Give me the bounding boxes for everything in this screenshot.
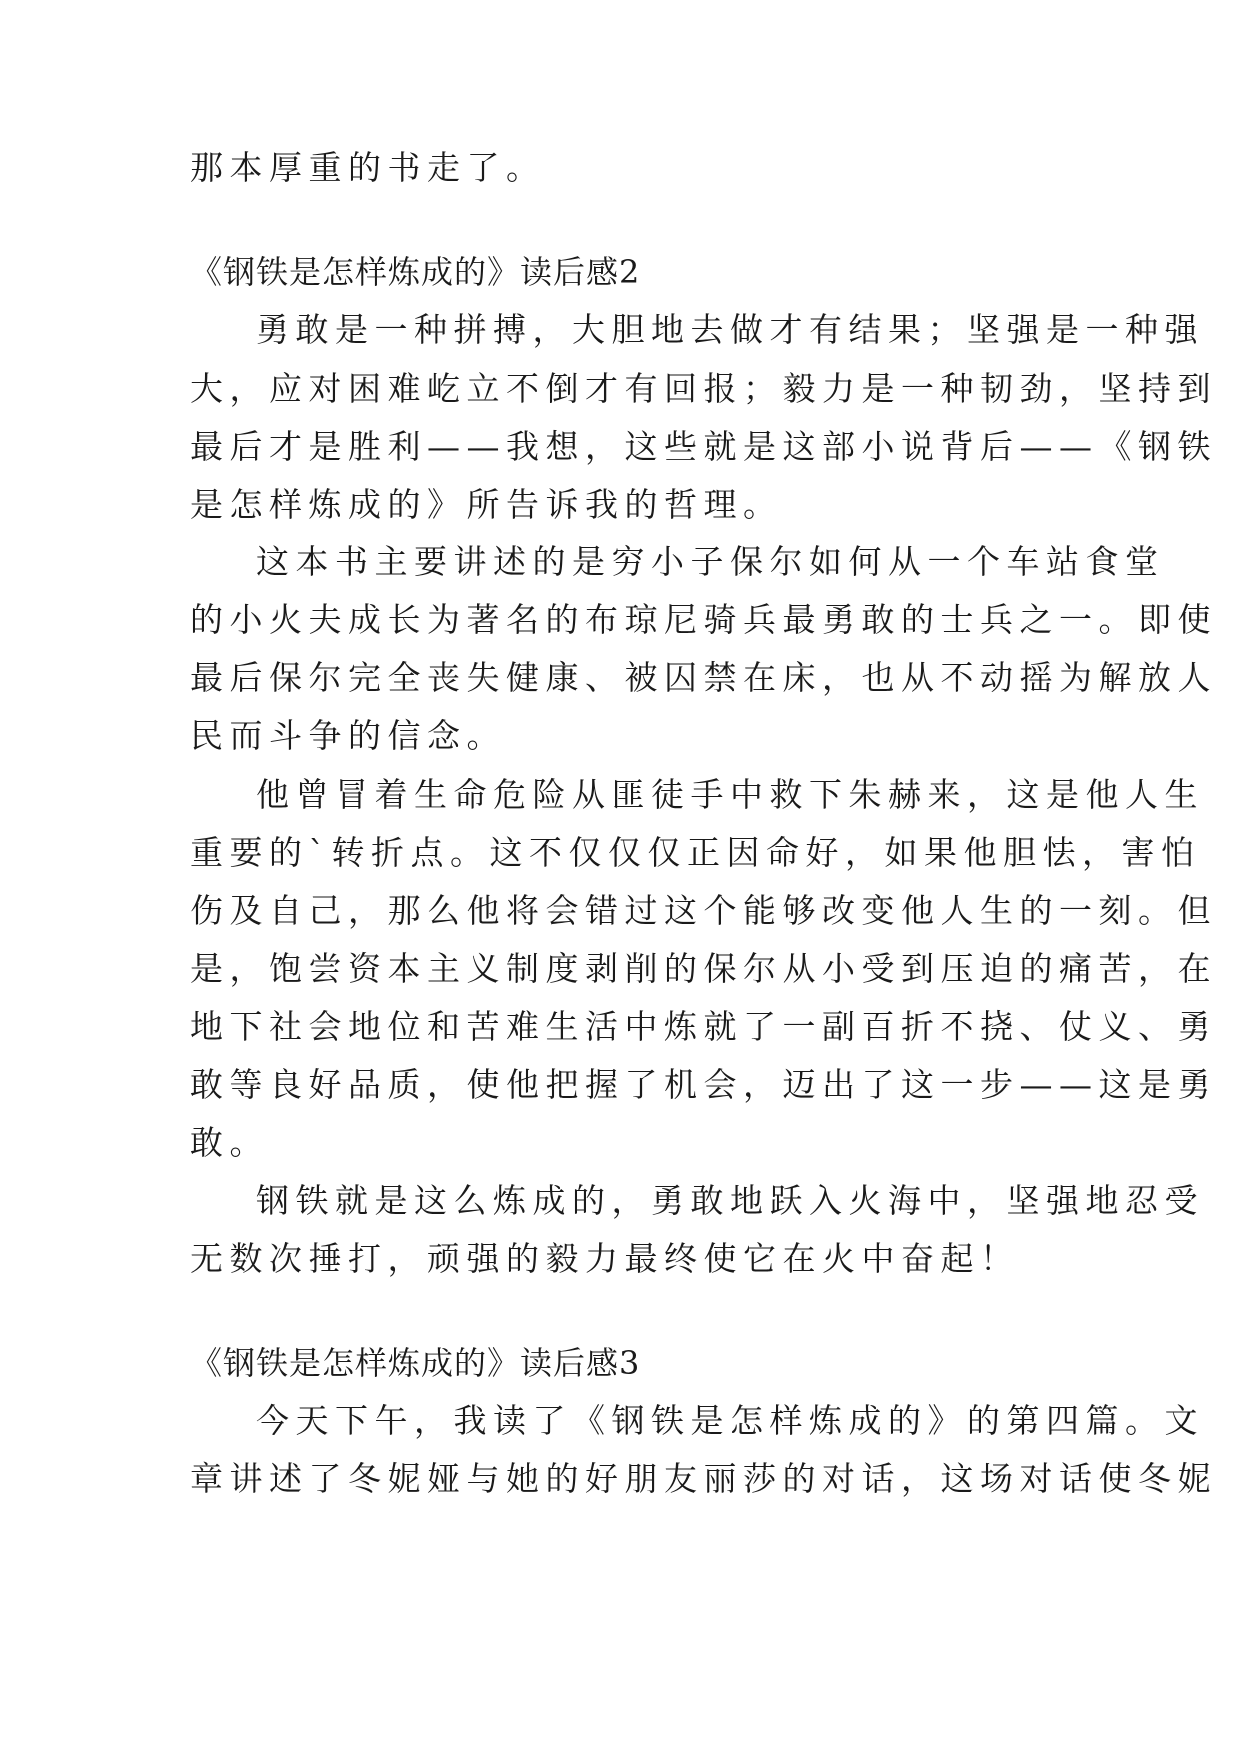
section-heading: 《钢铁是怎样炼成的》读后感3 (190, 1344, 641, 1382)
paragraph-line: 地下社会地位和苦难生活中炼就了一副百折不挠、仗义、勇 (190, 1007, 1217, 1046)
paragraph-line: 这本书主要讲述的是穷小子保尔如何从一个车站食堂 (256, 542, 1165, 581)
paragraph-line: 是，饱尝资本主义制度剥削的保尔从小受到压迫的痛苦，在 (190, 949, 1217, 988)
paragraph-line: 今天下午，我读了《钢铁是怎样炼成的》的第四篇。文 (256, 1401, 1204, 1440)
paragraph-line: 章讲述了冬妮娅与她的好朋友丽莎的对话，这场对话使冬妮 (190, 1459, 1217, 1498)
paragraph-line: 勇敢是一种拼搏，大胆地去做才有结果；坚强是一种强 (256, 310, 1204, 349)
paragraph-line: 敢等良好品质，使他把握了机会，迈出了这一步——这是勇 (190, 1065, 1217, 1104)
paragraph-line: 的小火夫成长为著名的布琼尼骑兵最勇敢的士兵之一。即使 (190, 600, 1217, 639)
paragraph-line: 最后保尔完全丧失健康、被囚禁在床，也从不动摇为解放人 (190, 658, 1217, 697)
paragraph-line: 是怎样炼成的》所告诉我的哲理。 (190, 485, 783, 524)
paragraph-line: 钢铁就是这么炼成的，勇敢地跃入火海中，坚强地忍受 (256, 1181, 1204, 1220)
paragraph-line: 伤及自己，那么他将会错过这个能够改变他人生的一刻。但 (190, 891, 1217, 930)
paragraph-line: 最后才是胜利——我想，这些就是这部小说背后——《钢铁 (190, 427, 1217, 466)
paragraph-line: 敢。 (190, 1123, 269, 1162)
paragraph-line: 大，应对困难屹立不倒才有回报；毅力是一种韧劲，坚持到 (190, 369, 1217, 408)
paragraph-line: 民而斗争的信念。 (190, 716, 506, 755)
paragraph-line: 重要的`转折点。这不仅仅仅正因命好，如果他胆怯，害怕 (190, 833, 1201, 872)
paragraph-line: 无数次捶打，顽强的毅力最终使它在火中奋起！ (190, 1239, 1020, 1278)
paragraph-line: 他曾冒着生命危险从匪徒手中救下朱赫来，这是他人生 (256, 775, 1204, 814)
section-heading: 《钢铁是怎样炼成的》读后感2 (190, 253, 641, 291)
paragraph-line: 那本厚重的书走了。 (190, 148, 546, 187)
